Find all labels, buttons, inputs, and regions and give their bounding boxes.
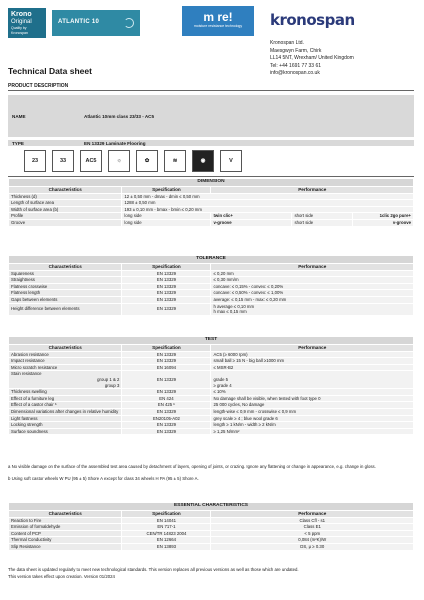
row-label: Thermal Conductivity <box>9 537 122 544</box>
row-value: small ball ≥ 15 N - big ball ≥1000 mm <box>211 358 414 365</box>
row-spec: EN 13329 <box>122 283 211 290</box>
wave-icon <box>124 18 134 28</box>
row-label: Emission of formaldehyde <box>9 524 122 531</box>
table-row <box>9 358 414 365</box>
row-label: Length of surface area <box>9 200 122 207</box>
row-value: Class Cfl - s1 <box>211 517 414 524</box>
row-value: ≥ 1,25 N/mm² <box>211 428 414 435</box>
row-label: Flatness length <box>9 290 122 297</box>
name-value: Atlantic 10mm class 23/33 - AC5 <box>84 113 155 119</box>
more-logo <box>182 6 254 36</box>
row-value: length ≥ 1 kN/m - width ≥ 2 kN/m <box>211 422 414 429</box>
row-spec: EN20105-A02 <box>122 415 211 422</box>
row-value: v-groove <box>353 219 414 226</box>
row-spec: EN 14041 <box>122 517 211 524</box>
row-label: Micro scratch resistance <box>9 364 122 371</box>
row-label: Dimensional variations after changes in relative humidity <box>9 408 122 415</box>
divider <box>8 176 414 177</box>
row-value: concave: ≤ 0,50% - convex: ≤ 1,00% <box>211 290 414 297</box>
feature-icons <box>24 150 242 172</box>
table-row <box>9 402 414 409</box>
more-logo-title: m re! <box>203 10 233 24</box>
row-spec: EN 12664 <box>122 537 211 544</box>
krono-logo-line1: Krono <box>11 11 32 18</box>
divider <box>8 90 414 91</box>
column-header: Specification <box>122 263 211 270</box>
atlantic-logo-text: ATLANTIC 10 <box>58 19 100 25</box>
name-row <box>8 95 414 137</box>
table-row <box>9 530 414 537</box>
address-line: Kronospan Ltd. <box>270 40 304 46</box>
footer-line-1: The data sheet is updated regularly to meet new technological standards. This version replaces all previous versions as well as those which are undated. <box>8 567 299 572</box>
column-header: Characteristics <box>9 344 122 351</box>
row-spec: EN 13329 <box>122 303 211 315</box>
row-value: ≤ 10% <box>211 389 414 396</box>
row-label: Squareness <box>9 270 122 277</box>
stain-label: Stain resistance <box>11 371 42 377</box>
row-spec: EN 13329 <box>122 351 211 358</box>
column-header: Performance <box>211 510 414 517</box>
stain-row <box>9 371 414 389</box>
row-label: Slip Resistance <box>9 543 122 550</box>
footnote-b: b Using soft castor wheels W PU (95 ± 5) Shore A except for class 34 wheels H PA (95 ± 5) Shore A. <box>8 476 199 481</box>
row-spec: EN 13329 <box>122 290 211 297</box>
row-label: Straightness <box>9 277 122 284</box>
table-row <box>9 364 414 371</box>
row-label: Effect of a furniture leg <box>9 395 122 402</box>
row-label: Thickness (d) <box>9 193 122 200</box>
address-line: LL14 5NT, Wrexham/ United Kingdom <box>270 55 354 61</box>
light-fastness-icon: ☼ <box>108 150 130 172</box>
column-header: Characteristics <box>9 510 122 517</box>
table-row <box>9 517 414 524</box>
row-label: Impact resistance <box>9 358 122 365</box>
company-address <box>270 40 354 78</box>
row-spec: EN 13329 <box>122 270 211 277</box>
row-value: long side <box>122 219 211 226</box>
class-33-icon: 33 <box>52 150 74 172</box>
height-average: h average ≤ 0,10 mm <box>213 303 255 309</box>
essential-table <box>8 502 414 551</box>
row-label: Reaction to Fire <box>9 517 122 524</box>
row-value: ≤ MSR-B2 <box>211 364 414 371</box>
column-header: Performance <box>211 263 414 270</box>
krono-original-logo <box>8 8 46 38</box>
table-row <box>9 395 414 402</box>
row-spec: CEN/TR 14823 2004 <box>122 530 211 537</box>
table-row <box>9 290 414 297</box>
table-row <box>9 543 414 550</box>
table-row <box>9 422 414 429</box>
groove-row <box>9 219 414 226</box>
row-value: 193 ± 0,10 mm - bmax - bmin ≤ 0,20 mm <box>122 206 414 213</box>
row-value: Class E1 <box>211 524 414 531</box>
table-row <box>9 303 414 315</box>
row-label: Groove <box>9 219 122 226</box>
row-spec: EN 16094 <box>122 364 211 371</box>
column-header: Specification <box>122 344 211 351</box>
row-value: short side <box>292 213 353 220</box>
tolerance-title: TOLERANCE <box>9 256 414 264</box>
ac5-icon: AC5 <box>80 150 102 172</box>
row-label: Abrasion resistance <box>9 351 122 358</box>
row-label: Content of PCP <box>9 530 122 537</box>
row-value: average: ≤ 0,15 mm - max: ≤ 0,20 mm <box>211 296 414 303</box>
row-value: grey scale ≥ 4 ; blue wool grade 6 <box>211 415 414 422</box>
height-max: h max ≤ 0,15 mm <box>213 309 247 315</box>
row-value: AC5 (≥ 6000 rpm) <box>211 351 414 358</box>
stain-perf-3: ≥ grade 4 <box>213 382 232 388</box>
tolerance-table <box>8 255 414 316</box>
table-row <box>9 351 414 358</box>
row-value: v-groove <box>211 219 292 226</box>
column-header: Characteristics <box>9 186 122 193</box>
column-header: Specification <box>122 186 211 193</box>
row-value: short side <box>292 219 353 226</box>
row-spec: EN 13329 <box>122 389 211 396</box>
row-value: twin clic+ <box>211 213 292 220</box>
table-row <box>9 428 414 435</box>
stain-group-3: group 3 <box>104 382 120 388</box>
row-value: ≤ 0,20 mm <box>211 270 414 277</box>
row-value: long side <box>122 213 211 220</box>
row-spec: EN 13329 <box>122 422 211 429</box>
row-spec: EN 425 ᵇ <box>122 402 211 409</box>
row-label: Light fastness <box>9 415 122 422</box>
hygiene-icon: ✿ <box>136 150 158 172</box>
row-label: Height difference between elements <box>9 303 122 315</box>
row-label: Surface soundness <box>9 428 122 435</box>
test-table <box>8 336 414 435</box>
row-label: Effect of a castor chair ᵇ <box>9 402 122 409</box>
krono-logo-line3: Quality by Kronospan <box>11 26 28 35</box>
type-row <box>8 140 414 146</box>
row-value: < 5 ppm <box>211 530 414 537</box>
row-value: 0,084 (m²K)/W <box>211 537 414 544</box>
address-line: Maesgwyn Farm, Chirk <box>270 47 322 54</box>
row-value: concave: ≤ 0,15% - convex: ≤ 0,20% <box>211 283 414 290</box>
row-value: 12 ± 0,50 mm - dmax - dmin ≤ 0,50 mm <box>122 193 414 200</box>
stain-perf-1-2: grade 5 <box>213 376 229 382</box>
row-value <box>211 371 414 389</box>
table-row <box>9 200 414 207</box>
section-heading: PRODUCT DESCRIPTION <box>8 83 69 89</box>
document-title: Technical Data sheet <box>8 66 92 76</box>
table-row <box>9 270 414 277</box>
row-spec: EN 424 <box>122 395 211 402</box>
row-value: DS, μ ≥ 0.30 <box>211 543 414 550</box>
address-email[interactable]: info@kronospan.co.uk <box>270 70 320 76</box>
row-spec: EN 13329 <box>122 296 211 303</box>
underfloor-heating-icon: ≋ <box>164 150 186 172</box>
row-label: Locking strength <box>9 422 122 429</box>
row-spec: EN 717-1 <box>122 524 211 531</box>
table-row <box>9 193 414 200</box>
kronospan-logo: kronospan <box>270 11 355 29</box>
table-row <box>9 206 414 213</box>
essential-title: ESSENTIAL CHARACTERISTICS <box>9 503 414 511</box>
footer-line-2: This version takes effect upon creation. Version 01/2024 <box>8 574 115 579</box>
table-row <box>9 537 414 544</box>
table-row <box>9 408 414 415</box>
name-label: NAME <box>12 113 26 119</box>
krono-logo-line2: Original <box>11 19 32 25</box>
dimension-title: DIMENSION <box>9 179 414 187</box>
row-spec: EN 13329 <box>122 277 211 284</box>
row-spec: EN 13329 <box>122 428 211 435</box>
row-value: 1clic 2go pure+ <box>353 213 414 220</box>
footnote-a: a No visible damage on the surface of the assembled test area caused by detachment of layers, opening of joints, or crazing. Ignore any flattening or change in appearance, e.g. change in gloss. <box>8 464 376 469</box>
water-resistance-icon: ◉ <box>192 150 214 172</box>
address-phone: Tel: +44 1691 77 33 61 <box>270 62 322 69</box>
row-spec: EN 13329 <box>122 371 211 389</box>
row-label <box>9 371 122 389</box>
table-row <box>9 389 414 396</box>
profile-row <box>9 213 414 220</box>
stain-group-1-2: group 1 & 2 <box>97 376 120 382</box>
row-label: Flatness crosswise <box>9 283 122 290</box>
column-header: Specification <box>122 510 211 517</box>
row-label: Profile <box>9 213 122 220</box>
type-value: EN 13329 Laminate Flooring <box>84 140 146 146</box>
row-value: length-wise ≤ 0,9 mm - crosswise ≤ 0,9 mm <box>211 408 414 415</box>
row-value: ≤ 0,30 mm/m <box>211 277 414 284</box>
row-label: Gaps between elements <box>9 296 122 303</box>
table-row <box>9 524 414 531</box>
column-header: Performance <box>211 186 414 193</box>
row-spec: EN 13893 <box>122 543 211 550</box>
atlantic-logo <box>52 10 140 36</box>
row-value: No damage shall be visible, when tested with foot type 0 <box>211 395 414 402</box>
column-header: Performance <box>211 344 414 351</box>
row-spec: EN 13329 <box>122 408 211 415</box>
row-label: Thickness swelling <box>9 389 122 396</box>
test-title: TEST <box>9 337 414 345</box>
row-value: 25 000 cycles, No damage <box>211 402 414 409</box>
v-groove-icon: V <box>220 150 242 172</box>
class-23-icon: 23 <box>24 150 46 172</box>
row-label: Width of surface area (b) <box>9 206 122 213</box>
table-row <box>9 296 414 303</box>
column-header: Characteristics <box>9 263 122 270</box>
row-value: 1288 ± 0,50 mm <box>122 200 414 207</box>
row-value <box>211 303 414 315</box>
table-row <box>9 283 414 290</box>
type-label: TYPE <box>12 140 24 146</box>
dimension-table <box>8 178 414 227</box>
more-logo-tagline: moisture resistance technology <box>193 24 243 28</box>
table-row <box>9 415 414 422</box>
table-row <box>9 277 414 284</box>
row-spec: EN 13329 <box>122 358 211 365</box>
